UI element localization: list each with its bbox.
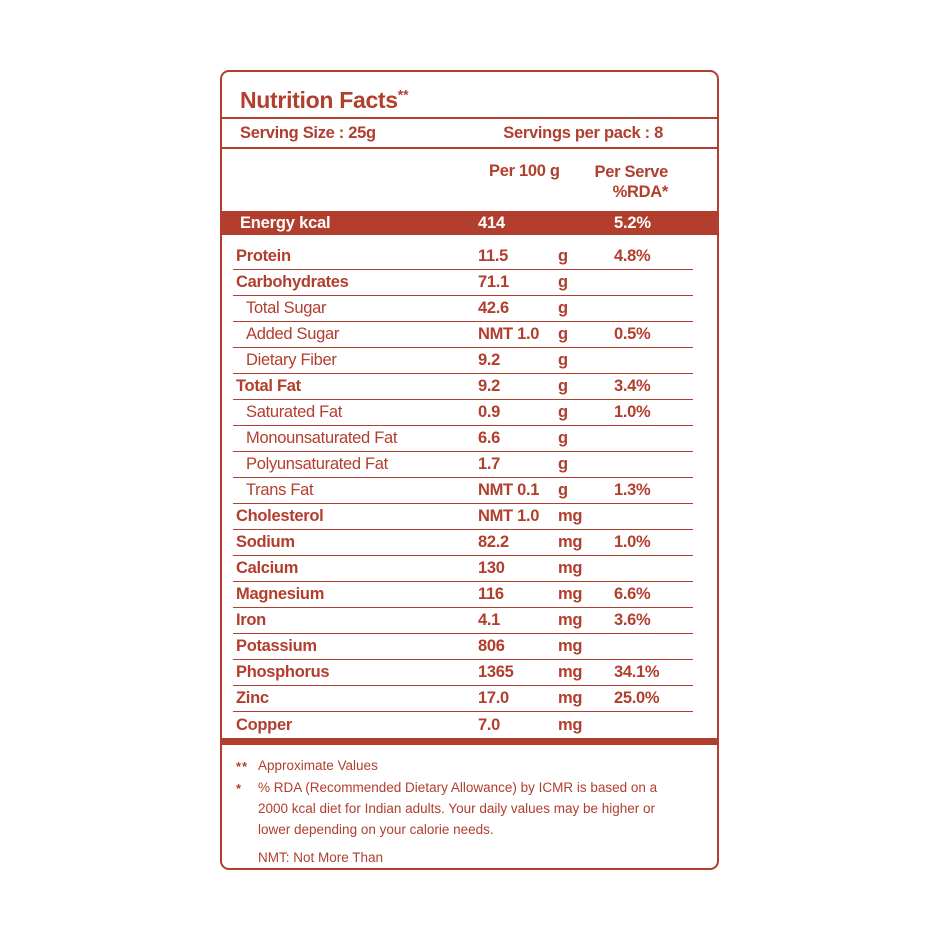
nutrient-unit: mg <box>558 715 583 734</box>
nutrient-value: 7.0 <box>478 715 501 734</box>
nutrient-value: 0.9 <box>478 403 501 421</box>
nutrient-name: Cholesterol <box>236 507 324 525</box>
nutrient-value: 42.6 <box>478 299 509 317</box>
nutrient-unit: mg <box>558 585 583 603</box>
nutrient-value: 130 <box>478 559 505 577</box>
per-serve-line2: %RDA* <box>612 183 668 201</box>
page-title <box>240 87 409 113</box>
nutrient-value: 9.2 <box>478 377 501 395</box>
nutrient-name: Trans Fat <box>246 481 314 499</box>
nutrient-name: Copper <box>236 715 292 734</box>
nutrient-unit: mg <box>558 507 583 525</box>
nutrient-unit: g <box>558 247 568 265</box>
nutrient-name: Saturated Fat <box>246 403 343 421</box>
nutrient-name: Phosphorus <box>236 663 330 681</box>
footnote-rda-text: % RDA (Recommended Dietary Allowance) by ICMR is based on a 2000 kcal diet for Indian adults. Your daily values may be higher or lower depending on your calorie needs. <box>258 780 658 837</box>
nutrient-rda: 3.6% <box>614 611 651 629</box>
servings-per-pack-label: Servings per pack : 8 <box>503 123 663 142</box>
nutrient-unit: mg <box>558 663 583 681</box>
title-asterisks: ** <box>397 87 409 103</box>
nutrient-name: Total Fat <box>236 377 301 395</box>
nutrient-value: 116 <box>478 585 504 603</box>
nutrient-name: Monounsaturated Fat <box>246 429 398 447</box>
nutrient-row <box>233 478 693 504</box>
nutrient-name: Magnesium <box>236 585 325 603</box>
footnote-rda <box>236 777 697 840</box>
nutrient-unit: g <box>558 429 568 447</box>
nutrient-unit: g <box>558 455 568 473</box>
nutrient-row <box>233 270 693 296</box>
nutrient-rda: 0.5% <box>614 325 651 343</box>
per-serve-line1: Per Serve <box>594 163 668 181</box>
nutrient-row <box>233 556 693 582</box>
nutrient-row <box>233 608 693 634</box>
nutrient-row <box>233 686 693 712</box>
column-headers <box>222 149 717 211</box>
nutrient-rda: 6.6% <box>614 585 651 603</box>
serving-size-label: Serving Size : 25g <box>240 123 376 142</box>
nutrient-rda: 1.0% <box>614 403 651 421</box>
nutrient-row <box>233 530 693 556</box>
nutrient-value: 17.0 <box>478 689 509 707</box>
energy-label: Energy kcal <box>240 213 331 232</box>
nutrition-facts-panel <box>220 70 719 870</box>
nutrient-value: 9.2 <box>478 351 501 369</box>
nutrient-name: Sodium <box>236 533 295 551</box>
serving-row <box>222 119 717 147</box>
nutrient-name: Added Sugar <box>246 325 340 343</box>
nutrient-row <box>233 452 693 478</box>
nutrient-row <box>233 296 693 322</box>
nutrient-value: 1.7 <box>478 455 501 473</box>
nutrient-row <box>233 712 693 738</box>
title-text: Nutrition Facts <box>240 87 398 113</box>
footnotes-section <box>222 745 717 868</box>
nutrient-row <box>233 634 693 660</box>
nutrient-value: 6.6 <box>478 429 501 447</box>
nutrient-rda: 1.3% <box>614 481 651 499</box>
nutrient-value: 1365 <box>478 663 514 681</box>
nutrient-name: Protein <box>236 247 291 265</box>
nutrient-unit: g <box>558 481 568 499</box>
nutrient-unit: g <box>558 377 568 395</box>
nutrient-name: Carbohydrates <box>236 273 349 291</box>
nutrient-unit: g <box>558 325 568 343</box>
column-header-per-serve <box>595 162 668 202</box>
nutrient-row <box>233 244 693 270</box>
nutrient-rda: 25.0% <box>614 689 660 707</box>
asterisk-marker: * <box>236 781 243 796</box>
nutrient-value: 4.1 <box>478 611 501 629</box>
nutrient-name: Dietary Fiber <box>246 351 337 369</box>
energy-rda: 5.2% <box>614 213 651 232</box>
nutrient-rda: 1.0% <box>614 533 651 551</box>
nutrient-value: NMT 0.1 <box>478 481 540 499</box>
nutrient-value: 11.5 <box>478 247 509 265</box>
nutrient-value: 71.1 <box>478 273 509 291</box>
nutrient-unit: mg <box>558 559 583 577</box>
nutrient-row <box>233 374 693 400</box>
nutrient-row <box>233 348 693 374</box>
nutrient-row <box>233 400 693 426</box>
nutrient-unit: mg <box>558 637 583 655</box>
nutrient-value: 806 <box>478 637 505 655</box>
nutrient-name: Calcium <box>236 559 299 577</box>
nutrient-name: Polyunsaturated Fat <box>246 455 388 473</box>
nutrient-value: NMT 1.0 <box>478 325 540 343</box>
energy-value: 414 <box>478 213 505 232</box>
footnote-approximate <box>236 755 697 777</box>
title-section <box>222 72 717 117</box>
nutrient-value: NMT 1.0 <box>478 507 540 525</box>
double-asterisk-marker: ** <box>236 759 249 774</box>
nutrient-rda: 34.1% <box>614 663 660 681</box>
nutrient-row <box>233 322 693 348</box>
nutrient-row <box>233 426 693 452</box>
nutrient-row <box>233 504 693 530</box>
nutrient-unit: g <box>558 299 568 317</box>
nutrient-unit: g <box>558 403 568 421</box>
nutrient-unit: mg <box>558 689 583 707</box>
footnote-nmt-text: NMT: Not More Than <box>258 850 384 865</box>
nutrient-value: 82.2 <box>478 533 509 551</box>
nutrient-name: Total Sugar <box>246 299 327 317</box>
nutrient-unit: mg <box>558 533 583 551</box>
footnote-approximate-text: Approximate Values <box>258 758 378 773</box>
nutrient-rda: 3.4% <box>614 377 651 395</box>
divider-thick <box>222 738 717 745</box>
energy-row <box>222 211 717 235</box>
nutrient-unit: g <box>558 273 568 291</box>
nutrient-unit: g <box>558 351 568 369</box>
nutrient-name: Zinc <box>236 689 269 707</box>
nutrient-name: Iron <box>236 611 266 629</box>
nutrient-row <box>233 582 693 608</box>
nutrient-rda: 4.8% <box>614 247 651 265</box>
nutrient-rows <box>233 235 693 738</box>
nutrient-unit: mg <box>558 611 583 629</box>
nutrient-name: Potassium <box>236 637 317 655</box>
column-header-per-100g: Per 100 g <box>489 162 560 180</box>
nutrient-row <box>233 660 693 686</box>
